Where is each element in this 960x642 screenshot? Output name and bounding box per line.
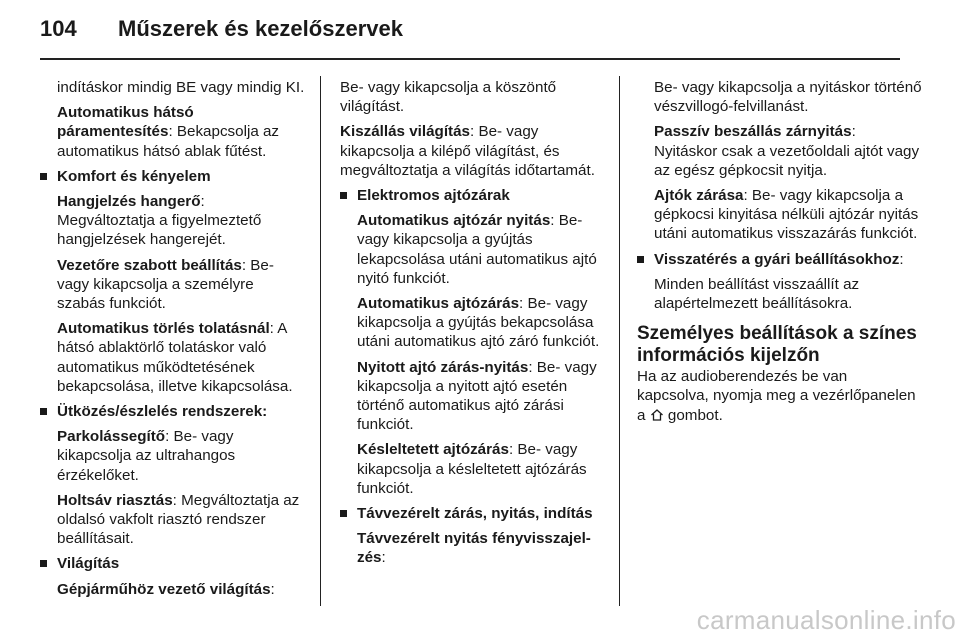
remotelight-item: Távvezérelt nyitás fényvisszajel-zés: [357,530,591,567]
column-2 [340,78,610,574]
bullet-square [340,192,347,199]
bullet-square [40,560,47,567]
page-number: 104 [40,16,77,41]
chapter-title: Műszerek és kezelőszervek [118,16,403,41]
autolock-item: Automatikus ajtózárás: Be- vagy kikapcsolja a gyújtás bekapcsolása utáni automatikus ajtó záró funkciót. [357,295,600,351]
watermark: carmanualsonline.info [696,605,956,635]
home-icon [650,408,664,422]
opendoor-item: Nyitott ajtó zárás-nyitás: Be- vagy kikapcsolja a nyitott ajtó esetén történő automatikus ajtó zárási funkciót. [357,358,597,434]
doorlock-item: Ajtók zárása: Be- vagy kikapcsolja a gépkocsi kinyitása nélküli ajtózár nyitás utáni automatikus visszazárás funkciót. [654,187,919,243]
exit-light-item: Kiszállás világítás: Be- vagy kikapcsolja a kilépő világítást, és megváltoztatja a világítás időtartamát. [340,123,595,179]
paragraph: indításkor mindig BE vagy mindig KI. [57,79,305,96]
section-title: Személyes beállítások a színes információs kijelzőn [637,323,917,367]
rear-defrost-item: Automatikus hátsó páramentesítés: Bekapcsolja az automatikus hátsó ablak fűtést. [57,104,280,160]
passive-item: Passzív beszállás zárnyitás: Nyitáskor csak a vezetőoldali ajtót vagy az egész gépkocsit nyitja. [654,123,920,179]
column-divider-1 [320,76,321,606]
remote-heading: Távvezérelt zárás, nyitás, indítás [340,504,610,523]
locks-heading: Elektromos ajtózárak [340,186,610,205]
header-divider [40,58,900,60]
column-3 [637,78,922,425]
chime-item: Hangjelzés hangerő: Megváltoztatja a figyelmeztető hangjelzések hangerejét. [57,193,262,249]
factory-heading: Visszatérés a gyári beállításokhoz: [637,250,922,269]
page-header [40,16,920,46]
collision-heading: Ütközés/észlelés rendszerek: [40,402,305,421]
bullet-square [40,408,47,415]
paragraph: Be- vagy kikapcsolja a nyitáskor történő vészvillogó-felvillanást. [654,79,922,116]
delayed-item: Késleltetett ajtózárás: Be- vagy kikapcsolja a késleltetett ajtózárás funkciót. [357,441,587,497]
column-divider-2 [619,76,620,606]
paragraph: Be- vagy kikapcsolja a köszöntő világítást. [340,79,557,116]
lighting-heading: Világítás [40,554,305,573]
bullet-square [637,256,644,263]
driver-item: Vezetőre szabott beállítás: Be- vagy kikapcsolja a személyre szabás funkciót. [57,256,274,313]
factory-text: Minden beállítást visszaállít az alapértelmezett beállításokra. [654,275,860,313]
blind-item: Holtsáv riasztás: Megváltoztatja az oldalsó vakfolt riasztó rendszer beállításait. [57,491,300,548]
autounlock-item: Automatikus ajtózár nyitás: Be- vagy kikapcsolja a gyújtás lekapcsolása utáni automatikus ajtó nyitó funkciót. [357,212,597,287]
bullet-square [40,173,47,180]
locator-item: Gépjárműhöz vezető világítás: [57,580,275,598]
comfort-heading: Komfort és kényelem [40,167,305,186]
wiper-item: Automatikus törlés tolatásnál: A hátsó ablaktörlő tolatáskor való automatikus működtetésének bekapcsolása, illetve kikapcsolása. [57,320,293,395]
column-1 [40,78,305,605]
bullet-square [340,510,347,517]
park-item: Parkolássegítő: Be- vagy kikapcsolja az ultrahangos érzékelőket. [57,428,236,484]
section-text: Ha az audioberendezés be van kapcsolva, nyomja meg a vezérlőpanelen a gombot. [637,368,916,424]
